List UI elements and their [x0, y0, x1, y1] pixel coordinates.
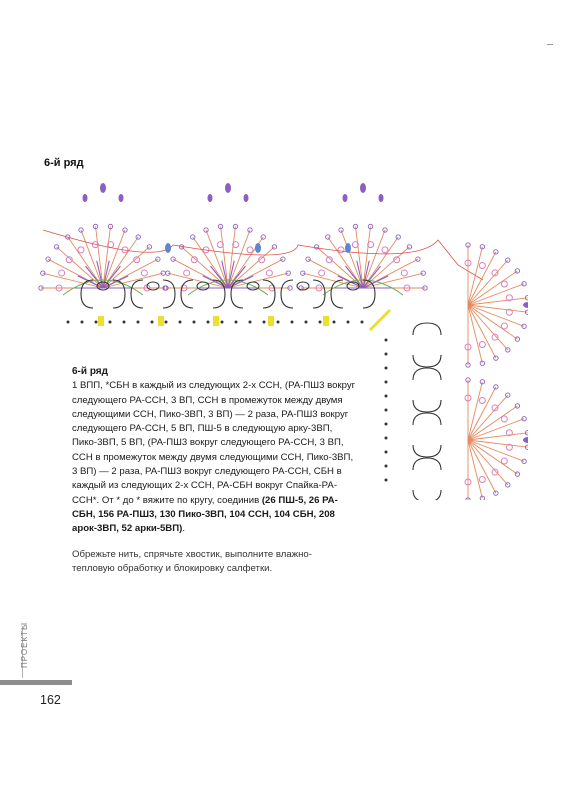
marker-yellow — [213, 316, 219, 326]
motif-bracket — [231, 280, 275, 308]
instructions-body: 1 ВПП, *СБН в каждый из следующих 2-х ССН, (РА-ПШ3 вокруг следующего РА-ССН, 3 ВП, ССН в промежуток между двумя следующими ССН, Пико-3ВП, 3 ВП) — 2 раза, РА-ПШ3 вокруг следующего РА-ССН, 5 ВП, ПШ-5 в следующую арку-3ВП, Пико-3ВП, 5 ВП, (РА-ПШ3 вокруг следующего РА-ССН, 3 ВП, ССН в промежуток между двумя следующими ССН, Пико-3ВП, 3 ВП) — 2 раза, РА-ПШ3 вокруг следующего РА-ССН, СБН в каждый из следующих 2-х ССН, РА-СБН вокруг Спайка-РА-ССН*. От * до * вяжите по кругу, соединив — [72, 380, 356, 506]
chain-dot — [109, 321, 112, 324]
petal-mark — [343, 194, 348, 202]
footer-bar — [0, 680, 72, 685]
motif-bracket — [413, 368, 441, 412]
chain-dot — [263, 321, 266, 324]
arch-loop — [401, 270, 407, 276]
chain-dot — [305, 321, 308, 324]
instructions-text — [72, 379, 360, 536]
petal-mark — [208, 194, 213, 202]
marker-blue — [165, 243, 171, 253]
motif-bracket — [331, 280, 375, 308]
motif-bracket — [413, 323, 441, 367]
petal-mark — [523, 437, 528, 443]
marker-yellow — [98, 316, 104, 326]
motif-bracket — [413, 413, 441, 457]
instructions-heading: 6-й ряд — [72, 366, 108, 377]
top-right-rule — [547, 44, 553, 45]
arch-loop — [319, 270, 325, 276]
arch-loop — [78, 247, 84, 253]
arch-loop — [266, 270, 272, 276]
instructions-end: . — [182, 523, 185, 535]
marker-blue — [345, 243, 351, 253]
marker-blue — [255, 243, 261, 253]
motif-bracket — [413, 458, 441, 500]
chain-dot — [385, 409, 388, 412]
instructions-totals: (26 ПШ-5, 26 РА-СБН, 156 РА-ПШ3, 130 Пико-3ВП, 104 ССН, 104 СБН, 208 арок-3ВП, 52 арки-5ВП) — [72, 494, 338, 535]
chain-dot — [333, 321, 336, 324]
marker-yellow — [158, 316, 164, 326]
arch-loop — [141, 270, 147, 276]
marker-yellow — [268, 316, 274, 326]
row-title: 6-й ряд — [44, 157, 84, 169]
chain-dot — [361, 321, 364, 324]
arch-loop — [479, 476, 485, 482]
arch-loop — [501, 281, 507, 287]
arch-loop — [382, 247, 388, 253]
arch-loop — [184, 270, 190, 276]
chain-dot — [347, 321, 350, 324]
chain-dot — [385, 339, 388, 342]
chain-dot — [249, 321, 252, 324]
corner-link — [370, 310, 390, 330]
petal-mark — [360, 183, 366, 193]
petal-mark — [83, 194, 88, 202]
chain-dot — [179, 321, 182, 324]
chain-dot — [385, 479, 388, 482]
chain-dot — [95, 321, 98, 324]
chain-dot — [123, 321, 126, 324]
arch-loop — [479, 398, 485, 404]
petal-mark — [100, 183, 106, 193]
petal-mark — [523, 302, 528, 308]
petal-mark — [225, 183, 231, 193]
chain-dot — [385, 437, 388, 440]
motif-bracket — [281, 280, 325, 308]
arch-loop — [479, 341, 485, 347]
chain-dot — [207, 321, 210, 324]
instructions-block — [72, 365, 360, 537]
motif-bracket — [131, 280, 175, 308]
page-number: 162 — [40, 693, 61, 707]
chain-dot — [67, 321, 70, 324]
petal-mark — [379, 194, 384, 202]
chain-dot — [235, 321, 238, 324]
arch-loop — [479, 263, 485, 269]
arch-loop — [338, 247, 344, 253]
chain-dot — [385, 367, 388, 370]
chain-dot — [291, 321, 294, 324]
finishing-note: Обрежьте нить, спрячьте хвостик, выполните влажно-тепловую обработку и блокировку салфетки. — [72, 549, 312, 574]
chain-dot — [385, 465, 388, 468]
chain-dot — [385, 381, 388, 384]
picot-loop — [54, 245, 58, 249]
arch-loop — [59, 270, 65, 276]
chain-dot — [385, 395, 388, 398]
picot-loop — [261, 235, 265, 239]
chain-dot — [151, 321, 154, 324]
picot-loop — [326, 235, 330, 239]
arch-loop — [501, 323, 507, 329]
chain-dot — [81, 321, 84, 324]
chain-dot — [193, 321, 196, 324]
chain-dot — [319, 321, 322, 324]
chain-dot — [277, 321, 280, 324]
motif-bracket — [181, 280, 225, 308]
marker-yellow — [323, 316, 329, 326]
chain-dot — [165, 321, 168, 324]
arch-loop — [501, 458, 507, 464]
arch-loop — [247, 247, 253, 253]
chain-dot — [385, 353, 388, 356]
chain-dot — [221, 321, 224, 324]
petal-mark — [119, 194, 124, 202]
chain-dot — [385, 423, 388, 426]
chain-dot — [137, 321, 140, 324]
chain-dot — [385, 451, 388, 454]
arch-loop — [501, 416, 507, 422]
petal-mark — [244, 194, 249, 202]
picot-loop — [339, 228, 343, 232]
section-label: ПРОЕКТЫ — [20, 621, 29, 668]
picot-loop — [306, 257, 310, 261]
